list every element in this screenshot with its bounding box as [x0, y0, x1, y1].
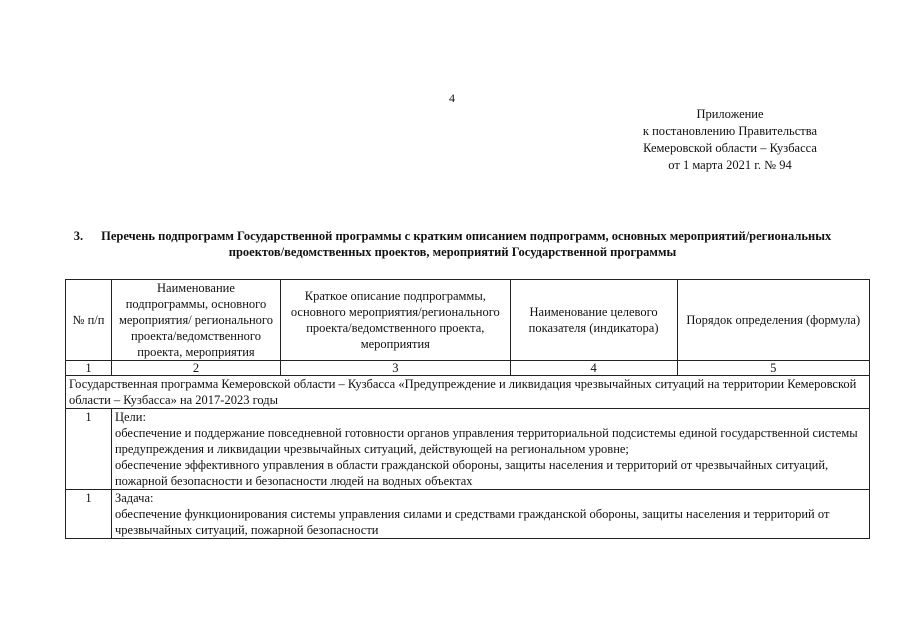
appendix-line: от 1 марта 2021 г. № 94: [668, 158, 792, 172]
header-name: Наименование подпрограммы, основного мероприятия/ регионального проекта/ведомственного проекта, мероприятия: [111, 280, 280, 361]
task-item: обеспечение функционирования системы управления силами и средствами гражданской обороны, защиты населения и территорий от чрезвычайных ситуаций, пожарной безопасности: [114, 507, 830, 537]
appendix-line: к постановлению Правительства: [642, 124, 818, 138]
goal-item: обеспечение эффективного управления в области гражданской обороны, защиты населения и территорий от чрезвычайных ситуаций, пожарной безопасности и безопасности людей на водных объектах: [114, 458, 829, 488]
header-indicator: Наименование целевого показателя (индикатора): [510, 280, 677, 361]
header-formula: Порядок определения (формула): [677, 280, 870, 361]
column-number: 2: [111, 361, 280, 376]
goals-cell: [111, 409, 869, 490]
table-header-row: [66, 280, 870, 361]
goals-number: 1: [66, 409, 112, 490]
column-number: 5: [677, 361, 870, 376]
column-number: 3: [280, 361, 510, 376]
task-cell: [111, 490, 869, 539]
column-number: 4: [510, 361, 677, 376]
task-row: [66, 490, 870, 539]
task-label: Задача:: [114, 491, 154, 505]
appendix-line: Приложение: [696, 107, 764, 121]
subprograms-table: [65, 279, 870, 539]
section-number: 3.: [73, 229, 84, 243]
section-title: Перечень подпрограмм Государственной программы с кратким описанием подпрограмм, основных мероприятий/региональных проектов/ведомственных проектов, мероприятий Государственной программы: [101, 229, 832, 259]
goal-item: обеспечение и поддержание повседневной готовности органов управления территориальной подсистемы единой государственной системы предупреждения и ликвидации чрезвычайных ситуаций, действующей на региональном уровне;: [114, 426, 858, 456]
goals-label: Цели:: [114, 410, 146, 424]
section-heading: [60, 228, 845, 260]
header-number: № п/п: [66, 280, 112, 361]
goals-row: [66, 409, 870, 490]
appendix-block: [600, 106, 860, 174]
page-number: 4: [449, 91, 455, 105]
appendix-line: Кемеровской области – Кузбасса: [643, 141, 817, 155]
column-numbers-row: [66, 361, 870, 376]
column-number: 1: [66, 361, 112, 376]
header-description: Краткое описание подпрограммы, основного мероприятия/регионального проекта/ведомственного проекта, мероприятия: [280, 280, 510, 361]
program-title: Государственная программа Кемеровской области – Кузбасса «Предупреждение и ликвидация чрезвычайных ситуаций на территории Кемеровской области – Кузбасса» на 2017-2023 годы: [66, 376, 870, 409]
program-row: [66, 376, 870, 409]
task-number: 1: [66, 490, 112, 539]
